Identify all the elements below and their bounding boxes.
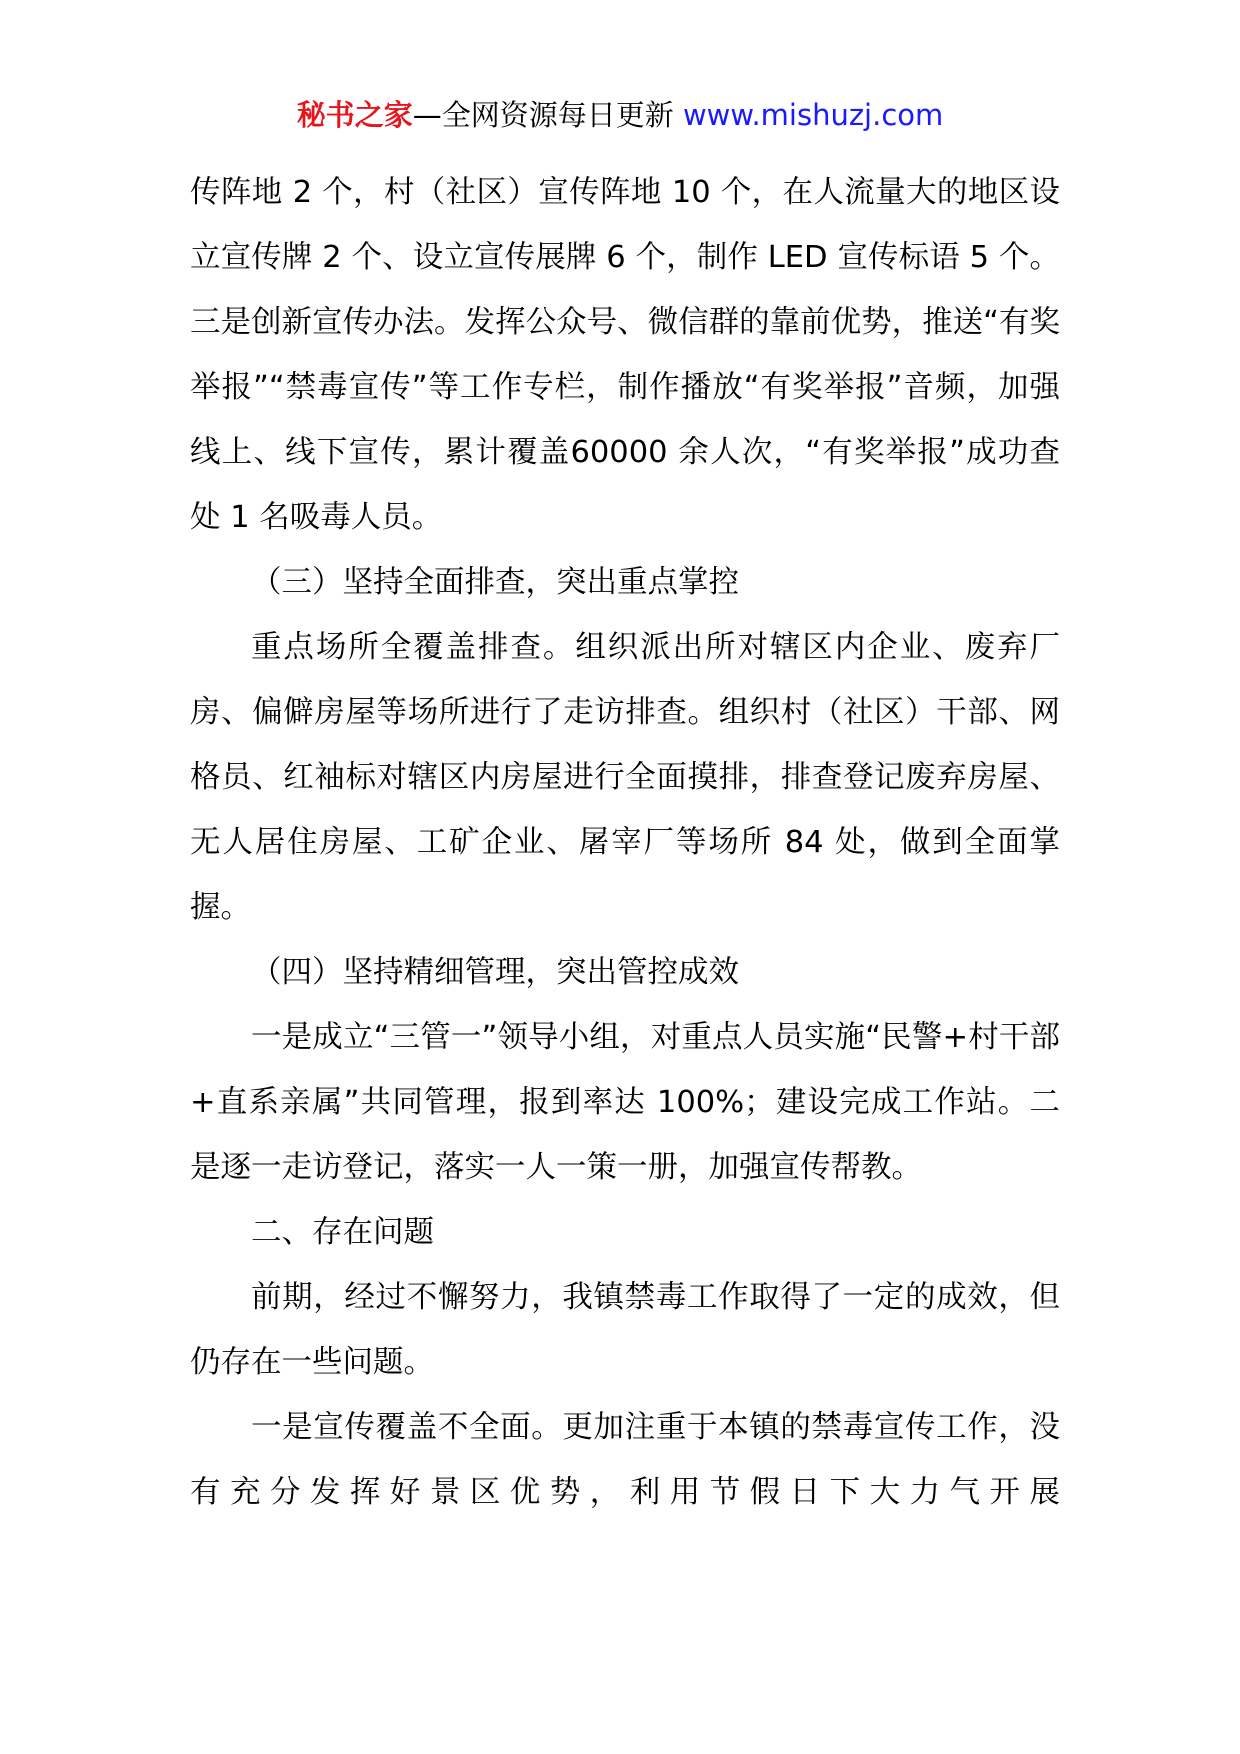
section-heading-3: （三）坚持全面排查，突出重点掌控 <box>251 565 739 600</box>
page-header <box>0 95 1240 135</box>
paragraph-continuation: 传阵地 2 个，村（社区）宣传阵地 10 个，在人流量大的地区设立宣传牌 2 个、设立宣传展牌 6 个，制作 LED 宣传标语 5 个。三是创新宣传办法。发挥公众号、微信群的靠前优势，推送“有奖举报”“禁毒宣传”等工作专栏，制作播放“有奖举报”音频，加强线上、线下宣传，累计覆盖60000 余人次，“有奖举报”成功查处 1 名吸毒人员。 <box>190 175 1060 535</box>
paragraph-management: 一是成立“三管一”领导小组，对重点人员实施“民警+村干部+直系亲属”共同管理，报到率达 100%；建设完成工作站。二是逐一走访登记，落实一人一策一册，加强宣传帮教。 <box>190 1020 1060 1185</box>
brand-name: 秘书之家 <box>296 98 413 132</box>
website-link[interactable]: www.mishuzj.com <box>682 98 944 132</box>
section-heading-problems: 二、存在问题 <box>251 1215 434 1250</box>
header-tagline: —全网资源每日更新 <box>412 98 683 132</box>
paragraph-problems-intro: 前期，经过不懈努力，我镇禁毒工作取得了一定的成效，但仍存在一些问题。 <box>190 1280 1060 1380</box>
section-heading-4: （四）坚持精细管理，突出管控成效 <box>251 955 739 990</box>
document-body <box>190 160 1060 1525</box>
paragraph-problem-1: 一是宣传覆盖不全面。更加注重于本镇的禁毒宣传工作，没有充分发挥好景区优势，利用节假日下大力气开展 <box>190 1410 1060 1510</box>
paragraph-inspection: 重点场所全覆盖排查。组织派出所对辖区内企业、废弃厂房、偏僻房屋等场所进行了走访排查。组织村（社区）干部、网格员、红袖标对辖区内房屋进行全面摸排，排查登记废弃房屋、无人居住房屋、工矿企业、屠宰厂等场所 84 处，做到全面掌握。 <box>190 630 1060 925</box>
